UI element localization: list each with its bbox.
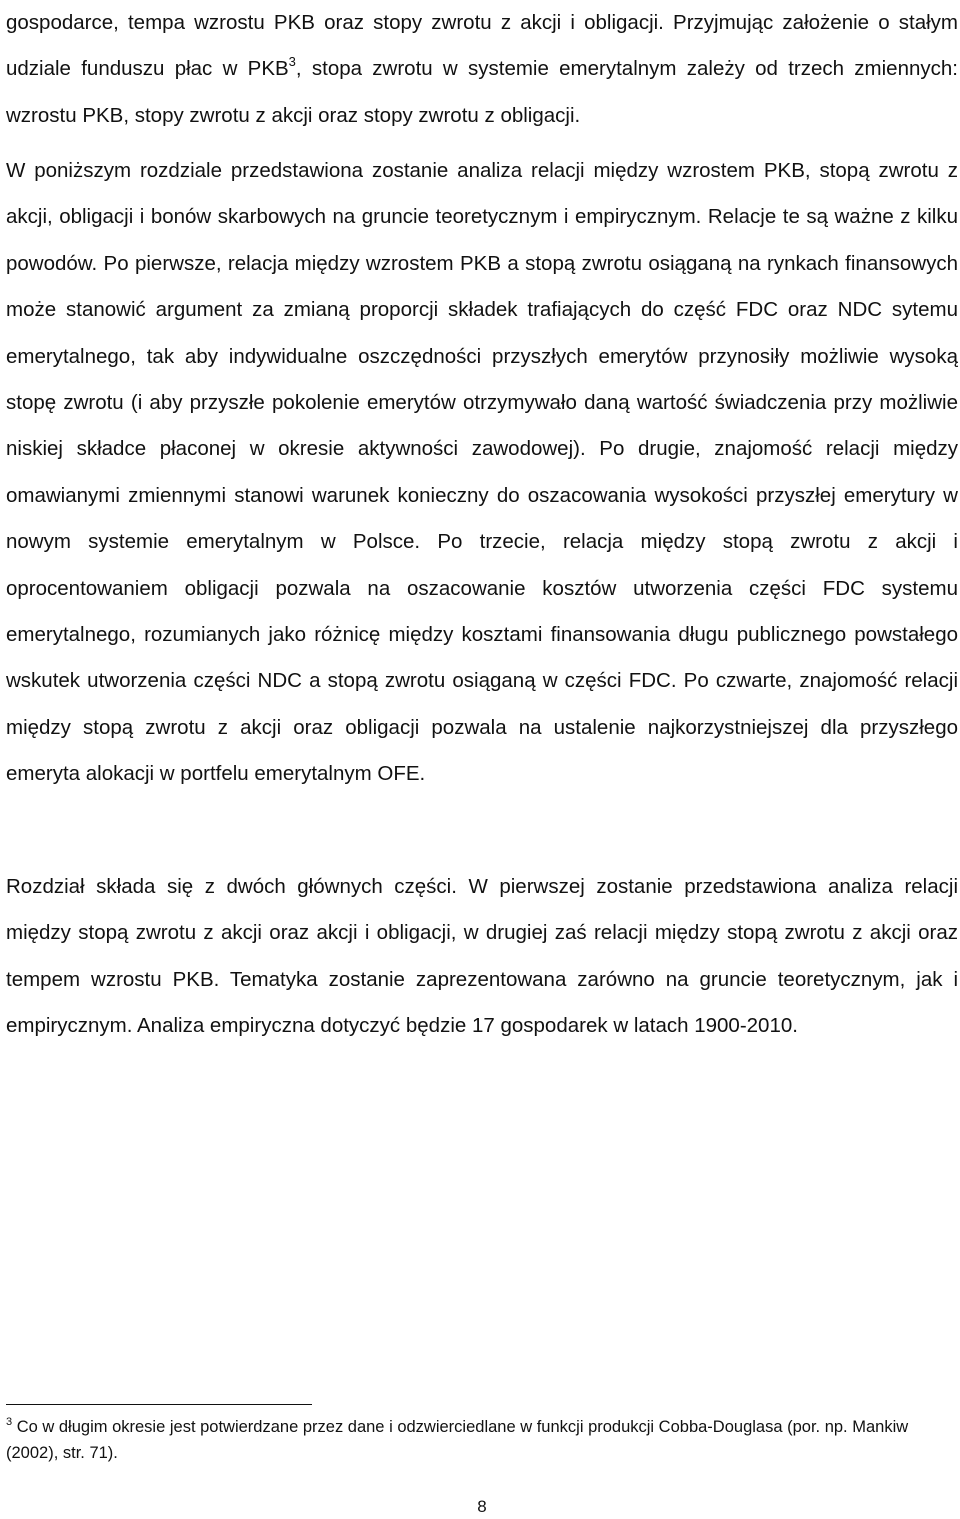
paragraph-chapter-structure: Rozdział składa się z dwóch głównych części. W pierwszej zostanie przedstawiona analiza relacji między stopą zwrotu z akcji oraz akcji i obligacji, w drugiej zaś relacji między stopą zwrotu z akcji oraz tempem wzrostu PKB. Tematyka zostanie zaprezentowana zarówno na gruncie teoretycznym, jak i empirycznym. Analiza empiryczna dotyczyć będzie 17 gospodarek w latach 1900-2010. (6, 875, 958, 1038)
footnote-separator (6, 1404, 312, 1405)
document-page (6, 0, 958, 1519)
paragraph-intro-continuation (6, 0, 958, 139)
paragraph-chapter-motivation: W poniższym rozdziale przedstawiona zostanie analiza relacji między wzrostem PKB, stopą zwrotu z akcji, obligacji i bonów skarbowych na gruncie teoretycznym i empirycznym. Relacje te są ważne z kilku powodów. Po pierwsze, relacja między wzrostem PKB a stopą zwrotu osiąganą na rynkach finansowych może stanowić argument za zmianą proporcji składek trafiających do część FDC oraz NDC sytemu emerytalnego, tak aby indywidualne oszczędności przyszłych emerytów przynosiły możliwie wysoką stopę zwrotu (i aby przyszłe pokolenie emerytów otrzymywało daną wartość świadczenia przy możliwie niskiej składce płaconej w okresie aktywności zawodowej). Po drugie, znajomość relacji między omawianymi zmiennymi stanowi warunek konieczny do oszacowania wysokości przyszłej emerytury w nowym systemie emerytalnym w Polsce. Po trzecie, relacja między stopą zwrotu z akcji i oprocentowaniem obligacji pozwala na oszacowanie kosztów utworzenia części FDC systemu emerytalnego, rozumianych jako różnicę między kosztami finansowania długu publicznego powstałego wskutek utworzenia części NDC a stopą zwrotu osiąganą w części FDC. Po czwarte, znajomość relacji między stopą zwrotu z akcji oraz obligacji pozwala na ustalenie najkorzystniejszej dla przyszłego emeryta alokacji w portfelu emerytalnym OFE. (6, 159, 958, 786)
footnote-text: Co w długim okresie jest potwierdzane przez dane i odzwierciedlane w funkcji produkcji Cobba-Douglasa (por. np. Mankiw (2002), str. 71). (6, 1418, 909, 1462)
footnote (6, 1414, 958, 1466)
page-number: 8 (477, 1497, 487, 1516)
footnote-reference[interactable]: 3 (288, 54, 296, 70)
paragraph-text: gospodarce, tempa wzrostu PKB oraz stopy zwrotu z akcji i obligacji. Przyjmując założenie o stałym udziale funduszu płac w PKB (6, 11, 958, 81)
paragraph-text: , stopa zwrotu w systemie emerytalnym zależy od trzech zmiennych: wzrostu PKB, stopy zwrotu z akcji oraz stopy zwrotu z obligacji. (6, 57, 958, 127)
footnote-number: 3 (6, 1416, 13, 1428)
